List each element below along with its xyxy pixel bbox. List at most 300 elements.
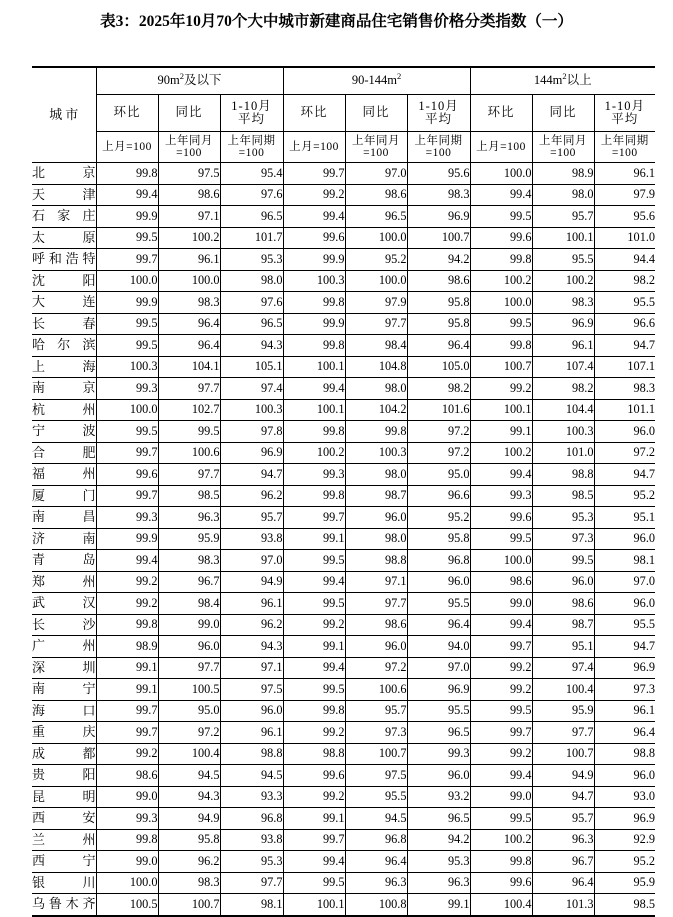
table-row [32,399,655,421]
index-value-cell: 96.0 [220,700,283,722]
index-value-cell: 95.8 [158,829,220,851]
city-name-cell: 呼和浩特 [32,249,96,271]
index-value-cell: 95.5 [532,249,594,271]
index-value-cell: 96.4 [594,722,655,744]
index-value-cell: 95.7 [220,507,283,529]
table-row [32,356,655,378]
index-value-cell: 97.3 [345,722,407,744]
index-value-cell: 102.7 [158,399,220,421]
index-value-cell: 100.0 [96,872,158,894]
index-value-cell: 107.4 [532,356,594,378]
header-base-avg-large: 上年同期 =100 [594,132,655,163]
index-value-cell: 97.5 [345,765,407,787]
index-value-cell: 100.2 [470,829,532,851]
index-value-cell: 99.4 [470,765,532,787]
index-value-cell: 100.3 [96,356,158,378]
index-value-cell: 97.0 [594,571,655,593]
index-value-cell: 99.3 [96,808,158,830]
index-value-cell: 94.5 [158,765,220,787]
index-value-cell: 99.8 [470,851,532,873]
index-value-cell: 98.0 [345,528,407,550]
index-value-cell: 99.1 [407,894,470,916]
index-value-cell: 105.1 [220,356,283,378]
index-value-cell: 99.2 [470,743,532,765]
index-value-cell: 95.9 [532,700,594,722]
index-value-cell: 100.4 [158,743,220,765]
index-value-cell: 100.7 [407,227,470,249]
city-name-cell: 合肥 [32,442,96,464]
index-value-cell: 99.8 [470,335,532,357]
index-value-cell: 98.1 [220,894,283,916]
header-metric-yoy-large: 同比 [532,95,594,132]
index-value-cell: 99.1 [283,528,345,550]
index-value-cell: 99.5 [283,679,345,701]
index-value-cell: 99.5 [532,550,594,572]
city-name-cell: 武汉 [32,593,96,615]
table-row [32,270,655,292]
index-value-cell: 95.0 [407,464,470,486]
index-value-cell: 100.5 [96,894,158,916]
index-value-cell: 97.7 [345,593,407,615]
index-value-cell: 94.5 [345,808,407,830]
index-value-cell: 100.7 [470,356,532,378]
index-value-cell: 99.0 [158,614,220,636]
table-row [32,765,655,787]
index-value-cell: 99.6 [96,464,158,486]
index-value-cell: 99.7 [96,700,158,722]
index-value-cell: 97.2 [345,657,407,679]
index-value-cell: 99.2 [470,378,532,400]
index-value-cell: 99.7 [283,829,345,851]
index-value-cell: 99.9 [96,206,158,228]
city-name-cell: 沈阳 [32,270,96,292]
city-name-cell: 太原 [32,227,96,249]
index-value-cell: 98.0 [345,464,407,486]
index-value-cell: 98.3 [407,184,470,206]
index-value-cell: 95.6 [594,206,655,228]
index-value-cell: 96.2 [220,614,283,636]
index-value-cell: 98.4 [345,335,407,357]
index-value-cell: 97.2 [158,722,220,744]
index-value-cell: 100.7 [345,743,407,765]
index-value-cell: 97.3 [594,679,655,701]
index-value-cell: 95.3 [220,851,283,873]
index-value-cell: 99.6 [470,227,532,249]
index-value-cell: 98.6 [96,765,158,787]
index-value-cell: 100.0 [345,227,407,249]
city-name-cell: 厦门 [32,485,96,507]
header-base-mom-medium: 上月=100 [283,132,345,163]
index-value-cell: 96.0 [594,528,655,550]
index-value-cell: 96.9 [220,442,283,464]
table-row [32,335,655,357]
index-value-cell: 96.4 [158,313,220,335]
header-base-yoy-medium: 上年同月 =100 [345,132,407,163]
index-value-cell: 99.8 [96,163,158,185]
table-row [32,872,655,894]
index-value-cell: 98.3 [158,550,220,572]
index-value-cell: 98.6 [470,571,532,593]
index-value-cell: 99.2 [470,679,532,701]
index-value-cell: 99.4 [283,851,345,873]
index-value-cell: 95.7 [345,700,407,722]
index-value-cell: 96.4 [407,335,470,357]
index-value-cell: 95.2 [594,851,655,873]
city-name-cell: 兰州 [32,829,96,851]
index-value-cell: 97.4 [532,657,594,679]
index-value-cell: 98.5 [532,485,594,507]
index-value-cell: 100.4 [470,894,532,916]
index-value-cell: 99.4 [283,206,345,228]
index-value-cell: 95.9 [158,528,220,550]
index-value-cell: 104.8 [345,356,407,378]
index-value-cell: 99.5 [470,313,532,335]
index-value-cell: 98.0 [220,270,283,292]
index-value-cell: 99.6 [470,507,532,529]
index-value-cell: 101.3 [532,894,594,916]
index-value-cell: 98.7 [532,614,594,636]
index-value-cell: 96.0 [407,765,470,787]
index-value-cell: 96.0 [407,571,470,593]
index-value-cell: 98.9 [96,636,158,658]
index-value-cell: 99.5 [158,421,220,443]
index-value-cell: 100.3 [220,399,283,421]
header-metric-yoy-small: 同比 [158,95,220,132]
index-value-cell: 104.2 [345,399,407,421]
index-value-cell: 98.2 [532,378,594,400]
table-row [32,571,655,593]
index-value-cell: 98.6 [158,184,220,206]
table-row [32,786,655,808]
index-value-cell: 94.3 [220,636,283,658]
index-value-cell: 100.0 [345,270,407,292]
index-value-cell: 98.9 [532,163,594,185]
index-value-cell: 98.8 [594,743,655,765]
index-value-cell: 95.5 [594,614,655,636]
city-name-cell: 杭州 [32,399,96,421]
index-value-cell: 99.0 [96,786,158,808]
index-value-cell: 100.2 [158,227,220,249]
index-value-cell: 99.2 [283,184,345,206]
city-name-cell: 长春 [32,313,96,335]
index-value-cell: 100.4 [532,679,594,701]
index-value-cell: 95.1 [532,636,594,658]
city-name-cell: 郑州 [32,571,96,593]
table-row [32,550,655,572]
index-value-cell: 100.0 [96,270,158,292]
index-value-cell: 97.7 [158,464,220,486]
index-value-cell: 94.2 [407,829,470,851]
index-value-cell: 97.1 [345,571,407,593]
index-value-cell: 96.9 [407,206,470,228]
index-value-cell: 96.1 [594,163,655,185]
index-value-cell: 95.8 [407,528,470,550]
city-name-cell: 南昌 [32,507,96,529]
header-metric-yoy-medium: 同比 [345,95,407,132]
city-name-cell: 石家庄 [32,206,96,228]
index-value-cell: 97.0 [407,657,470,679]
index-value-cell: 99.1 [283,636,345,658]
index-value-cell: 99.2 [283,786,345,808]
index-value-cell: 99.7 [283,163,345,185]
index-value-cell: 96.5 [345,206,407,228]
table-row [32,894,655,916]
index-value-cell: 98.0 [532,184,594,206]
index-value-cell: 93.3 [220,786,283,808]
index-value-cell: 107.1 [594,356,655,378]
index-value-cell: 98.8 [532,464,594,486]
table-head [32,67,655,163]
index-value-cell: 99.5 [96,227,158,249]
index-value-cell: 95.7 [532,206,594,228]
index-value-cell: 93.8 [220,829,283,851]
index-value-cell: 100.0 [158,270,220,292]
table-row [32,743,655,765]
index-value-cell: 100.3 [283,270,345,292]
index-value-cell: 97.1 [158,206,220,228]
page-title: 表3：2025年10月70个大中城市新建商品住宅销售价格分类指数（一） [100,13,573,30]
index-value-cell: 99.5 [470,528,532,550]
index-value-cell: 99.3 [407,743,470,765]
index-value-cell: 96.1 [158,249,220,271]
index-value-cell: 94.7 [594,636,655,658]
index-value-cell: 99.5 [470,206,532,228]
index-value-cell: 99.8 [283,700,345,722]
index-value-cell: 105.0 [407,356,470,378]
city-name-cell: 天津 [32,184,96,206]
index-value-cell: 95.4 [220,163,283,185]
index-value-cell: 96.1 [220,722,283,744]
index-value-cell: 97.8 [220,421,283,443]
index-value-cell: 99.9 [283,313,345,335]
price-index-table [32,66,655,917]
index-value-cell: 100.2 [470,270,532,292]
index-value-cell: 99.4 [470,614,532,636]
index-value-cell: 99.5 [96,313,158,335]
index-value-cell: 99.7 [96,722,158,744]
table-row [32,206,655,228]
table-row [32,829,655,851]
index-value-cell: 101.1 [594,399,655,421]
index-value-cell: 98.0 [345,378,407,400]
index-value-cell: 100.1 [283,356,345,378]
index-value-cell: 98.6 [407,270,470,292]
index-value-cell: 101.0 [594,227,655,249]
table-row [32,378,655,400]
header-base-yoy-small: 上年同月 =100 [158,132,220,163]
index-value-cell: 96.3 [407,872,470,894]
index-value-cell: 95.8 [407,313,470,335]
city-name-cell: 西宁 [32,851,96,873]
index-value-cell: 98.6 [345,614,407,636]
index-value-cell: 96.2 [220,485,283,507]
index-value-cell: 97.0 [220,550,283,572]
index-value-cell: 97.9 [594,184,655,206]
index-value-cell: 99.5 [470,700,532,722]
index-value-cell: 95.2 [407,507,470,529]
index-value-cell: 96.5 [220,206,283,228]
index-value-cell: 96.0 [345,507,407,529]
index-value-cell: 100.0 [96,399,158,421]
index-value-cell: 99.5 [283,872,345,894]
index-value-cell: 96.3 [532,829,594,851]
index-value-cell: 99.6 [283,765,345,787]
index-value-cell: 99.7 [96,249,158,271]
city-name-cell: 成都 [32,743,96,765]
index-value-cell: 96.9 [594,657,655,679]
city-name-cell: 北京 [32,163,96,185]
table-row [32,808,655,830]
superscript-2: 2 [179,71,184,82]
table-row [32,421,655,443]
index-value-cell: 94.9 [220,571,283,593]
index-value-cell: 98.4 [158,593,220,615]
index-value-cell: 96.7 [158,571,220,593]
index-value-cell: 100.2 [283,442,345,464]
index-value-cell: 96.2 [158,851,220,873]
index-value-cell: 99.5 [470,808,532,830]
index-value-cell: 99.2 [96,743,158,765]
index-value-cell: 99.7 [96,485,158,507]
table-row [32,292,655,314]
index-value-cell: 95.7 [532,808,594,830]
index-value-cell: 99.8 [345,421,407,443]
index-value-cell: 96.0 [594,765,655,787]
index-value-cell: 94.3 [220,335,283,357]
index-value-cell: 104.4 [532,399,594,421]
city-name-cell: 宁波 [32,421,96,443]
index-value-cell: 96.1 [594,700,655,722]
index-value-cell: 97.7 [158,378,220,400]
index-value-cell: 99.2 [96,571,158,593]
table-container [32,66,655,917]
index-value-cell: 97.2 [407,442,470,464]
city-name-cell: 乌鲁木齐 [32,894,96,916]
table-row [32,614,655,636]
index-value-cell: 96.4 [532,872,594,894]
index-value-cell: 97.7 [158,657,220,679]
index-value-cell: 100.1 [283,399,345,421]
index-value-cell: 98.2 [407,378,470,400]
index-value-cell: 96.0 [532,571,594,593]
header-base-mom-large: 上月=100 [470,132,532,163]
index-value-cell: 100.2 [532,270,594,292]
header-group-small: $90m^2$及以下 [96,67,283,95]
index-value-cell: 99.7 [470,722,532,744]
index-value-cell: 99.8 [96,829,158,851]
index-value-cell: 99.1 [96,657,158,679]
table-row [32,657,655,679]
table-row [32,507,655,529]
table-row [32,851,655,873]
index-value-cell: 97.1 [220,657,283,679]
index-value-cell: 97.0 [345,163,407,185]
table-row [32,442,655,464]
index-value-cell: 97.3 [532,528,594,550]
table-row [32,184,655,206]
index-value-cell: 98.6 [345,184,407,206]
index-value-cell: 98.8 [220,743,283,765]
index-value-cell: 96.8 [220,808,283,830]
city-name-cell: 大连 [32,292,96,314]
index-value-cell: 96.4 [345,851,407,873]
header-row-metrics [32,95,655,132]
header-row-bases [32,132,655,163]
city-name-cell: 深圳 [32,657,96,679]
table-row [32,636,655,658]
header-base-yoy-large: 上年同月 =100 [532,132,594,163]
index-value-cell: 99.8 [283,335,345,357]
index-value-cell: 97.5 [220,679,283,701]
index-value-cell: 96.4 [407,614,470,636]
city-name-cell: 南京 [32,378,96,400]
index-value-cell: 97.7 [220,872,283,894]
index-value-cell: 96.6 [594,313,655,335]
index-value-cell: 99.5 [283,550,345,572]
index-value-cell: 96.4 [158,335,220,357]
city-name-cell: 南宁 [32,679,96,701]
index-value-cell: 99.4 [96,550,158,572]
index-value-cell: 99.3 [470,485,532,507]
index-value-cell: 100.7 [158,894,220,916]
index-value-cell: 94.7 [594,464,655,486]
city-name-cell: 上海 [32,356,96,378]
index-value-cell: 99.8 [283,421,345,443]
index-value-cell: 98.7 [345,485,407,507]
index-value-cell: 100.7 [532,743,594,765]
index-value-cell: 98.3 [532,292,594,314]
table-row [32,722,655,744]
header-metric-avg-small: 1-10月 平均 [220,95,283,132]
index-value-cell: 95.0 [158,700,220,722]
city-name-cell: 福州 [32,464,96,486]
index-value-cell: 96.8 [407,550,470,572]
index-value-cell: 93.0 [594,786,655,808]
index-value-cell: 98.3 [594,378,655,400]
index-value-cell: 99.7 [96,442,158,464]
index-value-cell: 99.6 [470,872,532,894]
index-value-cell: 99.2 [470,657,532,679]
index-value-cell: 97.7 [532,722,594,744]
header-base-avg-medium: 上年同期 =100 [407,132,470,163]
index-value-cell: 100.3 [345,442,407,464]
city-name-cell: 哈尔滨 [32,335,96,357]
index-value-cell: 99.3 [96,507,158,529]
city-name-cell: 广州 [32,636,96,658]
header-metric-avg-medium: 1-10月 平均 [407,95,470,132]
index-value-cell: 97.2 [594,442,655,464]
index-value-cell: 95.2 [594,485,655,507]
index-value-cell: 99.4 [283,571,345,593]
table-row [32,528,655,550]
index-value-cell: 100.0 [470,163,532,185]
index-value-cell: 99.2 [283,722,345,744]
index-value-cell: 99.8 [283,292,345,314]
index-value-cell: 94.4 [594,249,655,271]
index-value-cell: 93.2 [407,786,470,808]
index-value-cell: 98.1 [594,550,655,572]
index-value-cell: 99.4 [470,464,532,486]
index-value-cell: 96.0 [594,421,655,443]
header-metric-mom-small: 环比 [96,95,158,132]
city-name-cell: 长沙 [32,614,96,636]
superscript-2: 2 [562,71,567,82]
index-value-cell: 98.2 [594,270,655,292]
table-row [32,700,655,722]
index-value-cell: 97.6 [220,292,283,314]
table-row [32,464,655,486]
index-value-cell: 95.5 [594,292,655,314]
